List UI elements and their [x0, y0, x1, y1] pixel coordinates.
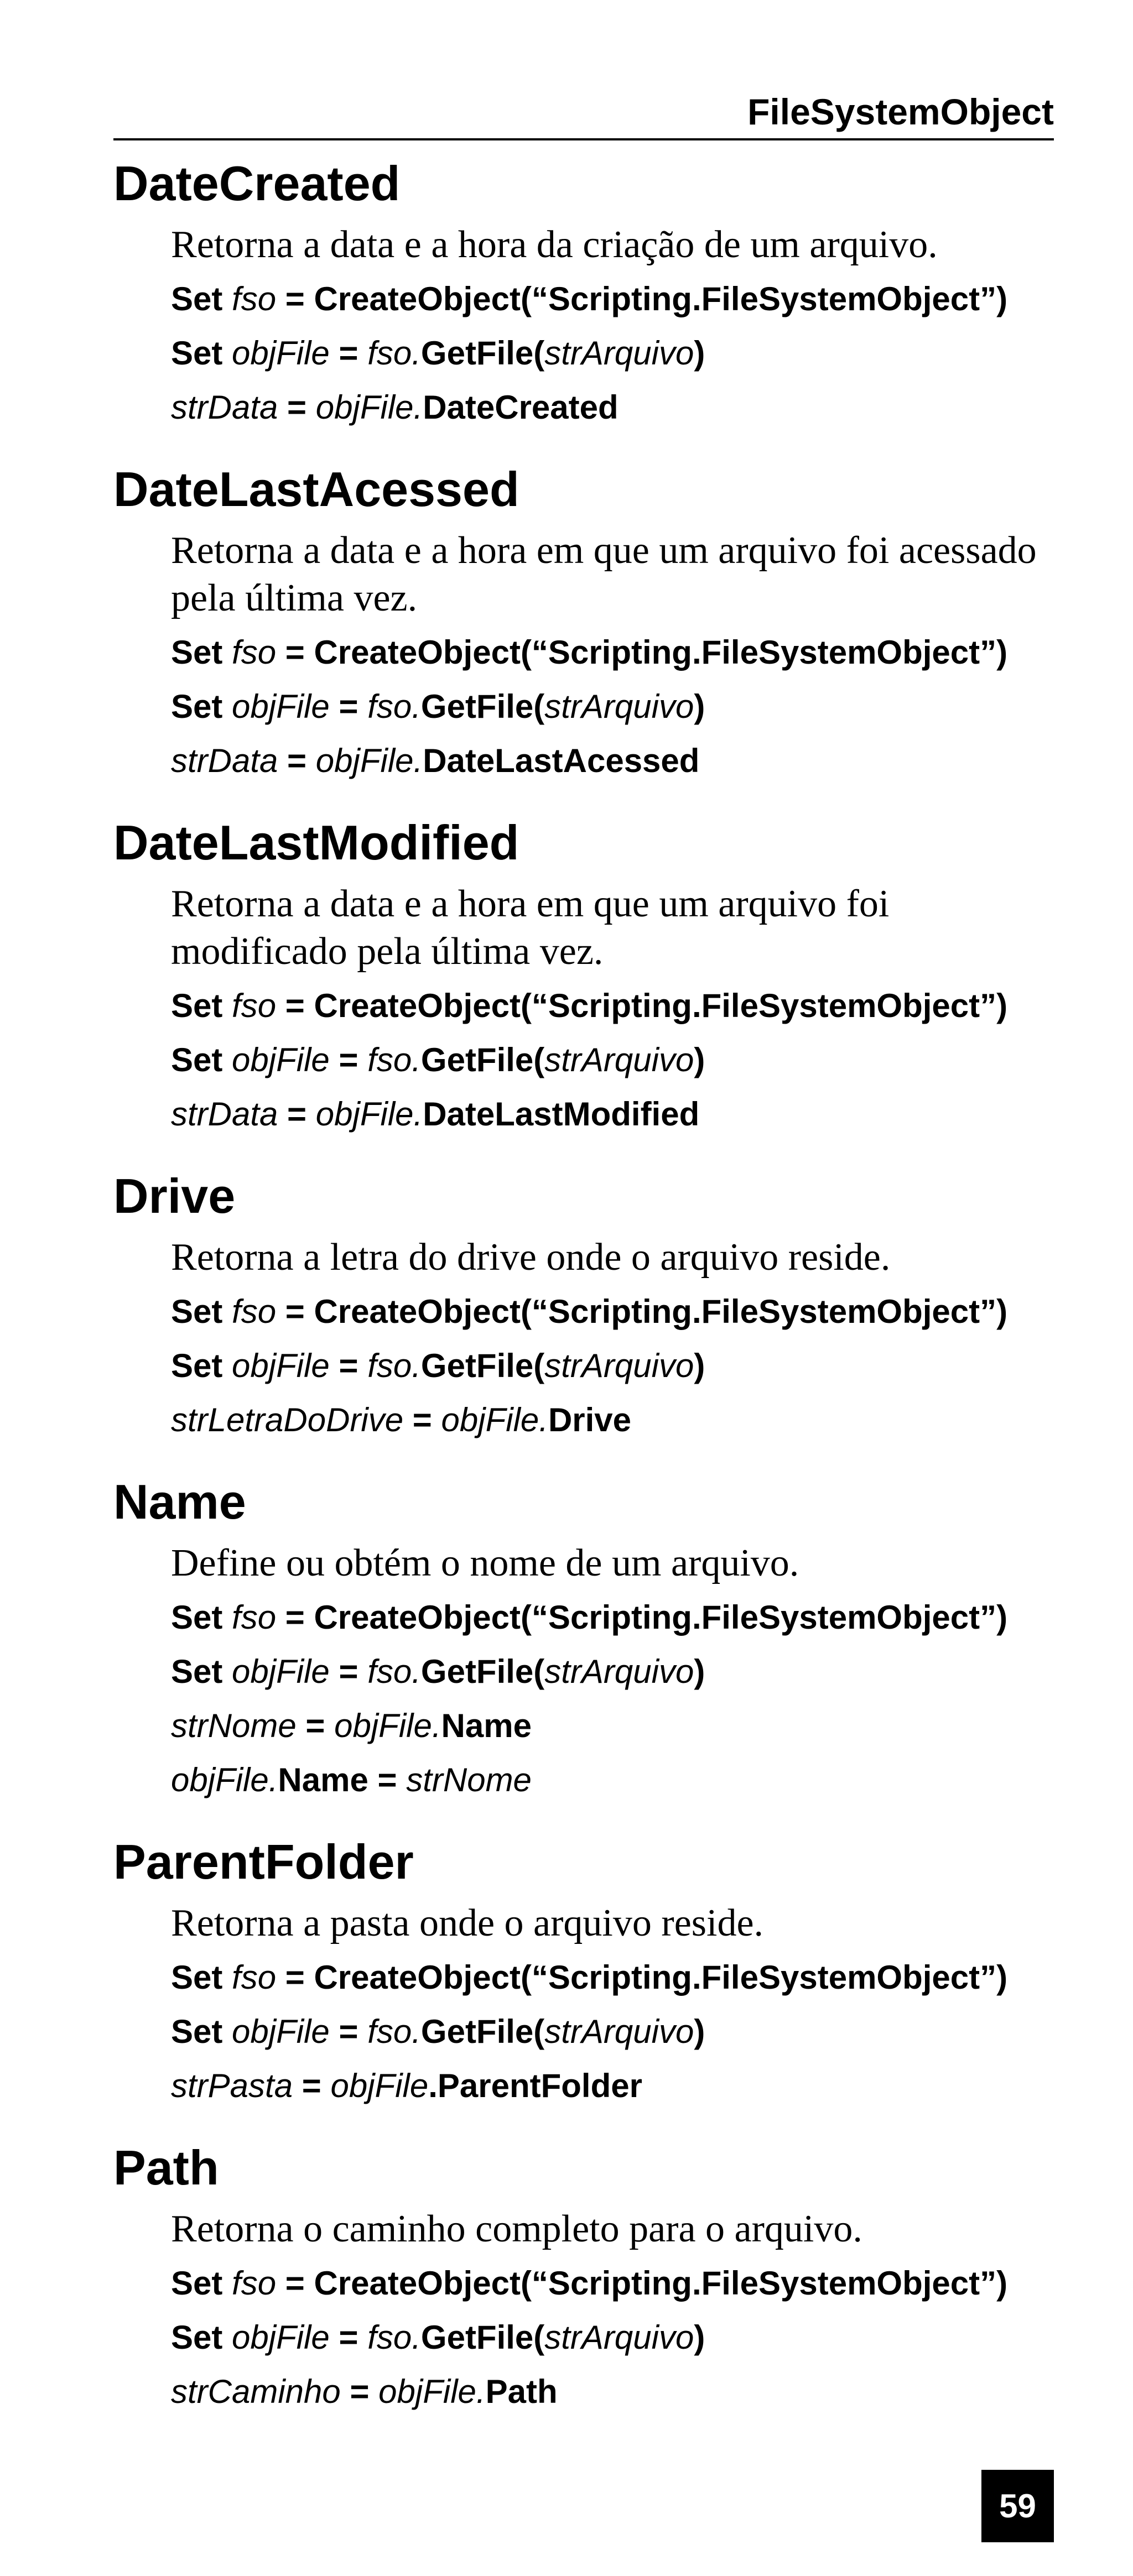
- property-description: Retorna a letra do drive onde o arquivo reside.: [171, 1236, 891, 1279]
- code-token: Set: [171, 634, 223, 671]
- code-token: = CreateObject(“Scripting.FileSystemObject”): [276, 634, 1008, 671]
- code-line: [171, 734, 1054, 788]
- code-line: [171, 1285, 1054, 1339]
- property-description: Retorna a data e a hora da criação de um arquivo.: [171, 223, 938, 266]
- property-description: Retorna a pasta onde o arquivo reside.: [171, 1902, 764, 1944]
- code-token: .ParentFolder: [428, 2067, 642, 2104]
- code-token: DateLastModified: [423, 1096, 700, 1133]
- code-token: Set: [171, 280, 223, 317]
- code-token: fso: [232, 1959, 277, 1996]
- code-token: objFile: [232, 1653, 330, 1690]
- code-token: ): [694, 2319, 705, 2356]
- code-token: fso: [232, 1599, 277, 1636]
- code-token: [222, 1041, 232, 1078]
- code-token: Set: [171, 1599, 223, 1636]
- code-token: Set: [171, 335, 223, 372]
- code-token: Set: [171, 1959, 223, 1996]
- code-token: strArquivo: [544, 1653, 694, 1690]
- code-token: ): [694, 688, 705, 725]
- code-line: [171, 1393, 1054, 1447]
- code-token: [222, 1293, 232, 1330]
- code-token: =: [340, 2373, 379, 2410]
- code-token: Set: [171, 2013, 223, 2050]
- code-token: ): [694, 2013, 705, 2050]
- code-token: [222, 1347, 232, 1384]
- code-token: fso.: [367, 1653, 421, 1690]
- property-section: [113, 814, 1054, 1141]
- code-token: strData: [171, 742, 278, 779]
- code-line: [171, 1645, 1054, 1699]
- code-token: strArquivo: [544, 688, 694, 725]
- code-token: strArquivo: [544, 1041, 694, 1078]
- code-token: =: [278, 1096, 316, 1133]
- code-line: [171, 326, 1054, 380]
- code-token: = CreateObject(“Scripting.FileSystemObject”): [276, 2265, 1008, 2302]
- code-token: Set: [171, 2265, 223, 2302]
- code-token: = CreateObject(“Scripting.FileSystemObject”): [276, 280, 1008, 317]
- code-line: [171, 1753, 1054, 1807]
- code-token: Set: [171, 1653, 223, 1690]
- code-token: strNome: [406, 1761, 532, 1798]
- code-token: =: [329, 1347, 368, 1384]
- code-token: GetFile(: [420, 2319, 545, 2356]
- code-token: strPasta: [171, 2067, 293, 2104]
- code-token: objFile: [330, 2067, 429, 2104]
- code-token: =: [329, 1041, 368, 1078]
- property-description: Define ou obtém o nome de um arquivo.: [171, 1542, 799, 1584]
- running-header: FileSystemObject: [747, 91, 1054, 132]
- property-title: DateLastModified: [113, 815, 519, 870]
- code-line: [171, 1033, 1054, 1087]
- code-token: Set: [171, 1293, 223, 1330]
- code-token: fso.: [367, 688, 421, 725]
- code-token: fso.: [367, 335, 421, 372]
- code-token: =: [296, 1707, 335, 1744]
- code-line: [171, 2365, 1054, 2419]
- code-line: [171, 2059, 1054, 2113]
- code-token: GetFile(: [420, 1041, 545, 1078]
- code-token: [222, 2013, 232, 2050]
- code-token: objFile: [232, 1347, 330, 1384]
- property-description: Retorna o caminho completo para o arquivo.: [171, 2208, 862, 2250]
- code-token: objFile: [232, 2013, 330, 2050]
- code-line: [171, 1699, 1054, 1753]
- code-line: [171, 625, 1054, 680]
- property-section: [113, 1833, 1054, 2113]
- code-token: strArquivo: [544, 2319, 694, 2356]
- code-token: strLetraDoDrive: [171, 1401, 404, 1438]
- page-number: 59: [981, 2470, 1054, 2542]
- code-line: [171, 1591, 1054, 1645]
- property-title: Drive: [113, 1169, 236, 1223]
- code-token: ): [694, 1347, 705, 1384]
- property-section: [113, 2139, 1054, 2419]
- code-token: GetFile(: [420, 1653, 545, 1690]
- property-section: [113, 461, 1054, 788]
- code-token: DateCreated: [423, 389, 619, 426]
- code-line: [171, 2311, 1054, 2365]
- property-title: Path: [113, 2140, 219, 2195]
- code-token: [222, 688, 232, 725]
- code-token: = CreateObject(“Scripting.FileSystemObject”): [276, 987, 1008, 1024]
- code-token: Name: [441, 1707, 532, 1744]
- code-token: [222, 335, 232, 372]
- code-line: [171, 380, 1054, 435]
- code-line: [171, 2256, 1054, 2311]
- header-rule: [113, 138, 1054, 140]
- code-token: fso.: [367, 2319, 421, 2356]
- property-section: [113, 1473, 1054, 1807]
- property-title: DateLastAcessed: [113, 462, 519, 517]
- property-section: [113, 1167, 1054, 1447]
- code-token: GetFile(: [420, 688, 545, 725]
- code-token: Set: [171, 2319, 223, 2356]
- code-token: Set: [171, 1041, 223, 1078]
- code-token: fso.: [367, 1041, 421, 1078]
- code-token: objFile: [232, 688, 330, 725]
- code-token: =: [329, 2319, 368, 2356]
- code-line: [171, 1339, 1054, 1393]
- code-token: = CreateObject(“Scripting.FileSystemObject”): [276, 1959, 1008, 1996]
- code-token: Set: [171, 688, 223, 725]
- code-token: objFile.: [171, 1761, 278, 1798]
- code-token: Path: [485, 2373, 558, 2410]
- code-token: strCaminho: [171, 2373, 341, 2410]
- code-token: [222, 1959, 232, 1996]
- code-token: [222, 2319, 232, 2356]
- code-token: GetFile(: [420, 335, 545, 372]
- code-token: GetFile(: [420, 1347, 545, 1384]
- code-token: = CreateObject(“Scripting.FileSystemObject”): [276, 1599, 1008, 1636]
- property-section: [113, 155, 1054, 435]
- code-token: fso: [232, 280, 277, 317]
- code-token: =: [293, 2067, 331, 2104]
- property-title: Name: [113, 1474, 246, 1529]
- code-token: fso: [232, 634, 277, 671]
- code-token: objFile: [232, 335, 330, 372]
- property-description: Retorna a data e a hora em que um arquivo foi modificado pela última vez.: [171, 883, 890, 973]
- code-token: objFile.: [334, 1707, 441, 1744]
- code-token: = CreateObject(“Scripting.FileSystemObject”): [276, 1293, 1008, 1330]
- code-token: ): [694, 1041, 705, 1078]
- code-token: =: [278, 742, 316, 779]
- code-token: strNome: [171, 1707, 297, 1744]
- property-description: Retorna a data e a hora em que um arquivo foi acessado pela última vez.: [171, 529, 1037, 619]
- code-line: [171, 1087, 1054, 1141]
- code-token: objFile.: [378, 2373, 486, 2410]
- code-token: Drive: [548, 1401, 632, 1438]
- property-title: ParentFolder: [113, 1834, 414, 1889]
- code-line: [171, 272, 1054, 326]
- code-token: strData: [171, 1096, 278, 1133]
- code-token: objFile: [232, 1041, 330, 1078]
- code-token: fso: [232, 2265, 277, 2302]
- code-line: [171, 1951, 1054, 2005]
- code-token: [222, 1599, 232, 1636]
- code-line: [171, 680, 1054, 734]
- code-token: strData: [171, 389, 278, 426]
- code-token: [222, 634, 232, 671]
- code-token: [222, 1653, 232, 1690]
- code-token: [222, 2265, 232, 2302]
- code-token: fso.: [367, 2013, 421, 2050]
- code-token: objFile: [232, 2319, 330, 2356]
- code-token: =: [329, 1653, 368, 1690]
- code-token: strArquivo: [544, 2013, 694, 2050]
- code-token: objFile.: [315, 389, 423, 426]
- code-token: ): [694, 1653, 705, 1690]
- code-token: objFile.: [441, 1401, 548, 1438]
- code-token: fso: [232, 1293, 277, 1330]
- code-token: objFile.: [315, 742, 423, 779]
- code-token: [222, 280, 232, 317]
- code-token: objFile.: [315, 1096, 423, 1133]
- code-token: strArquivo: [544, 1347, 694, 1384]
- code-token: strArquivo: [544, 335, 694, 372]
- code-token: GetFile(: [420, 2013, 545, 2050]
- code-token: =: [329, 335, 368, 372]
- code-token: fso: [232, 987, 277, 1024]
- code-token: DateLastAcessed: [423, 742, 700, 779]
- property-title: DateCreated: [113, 156, 401, 211]
- code-token: fso.: [367, 1347, 421, 1384]
- code-token: Name =: [278, 1761, 407, 1798]
- code-token: [222, 987, 232, 1024]
- code-line: [171, 2005, 1054, 2059]
- code-token: =: [278, 389, 316, 426]
- page-content: [113, 155, 1054, 2445]
- code-token: Set: [171, 1347, 223, 1384]
- code-token: ): [694, 335, 705, 372]
- code-token: =: [329, 2013, 368, 2050]
- code-token: =: [403, 1401, 441, 1438]
- code-line: [171, 979, 1054, 1033]
- code-token: Set: [171, 987, 223, 1024]
- code-token: =: [329, 688, 368, 725]
